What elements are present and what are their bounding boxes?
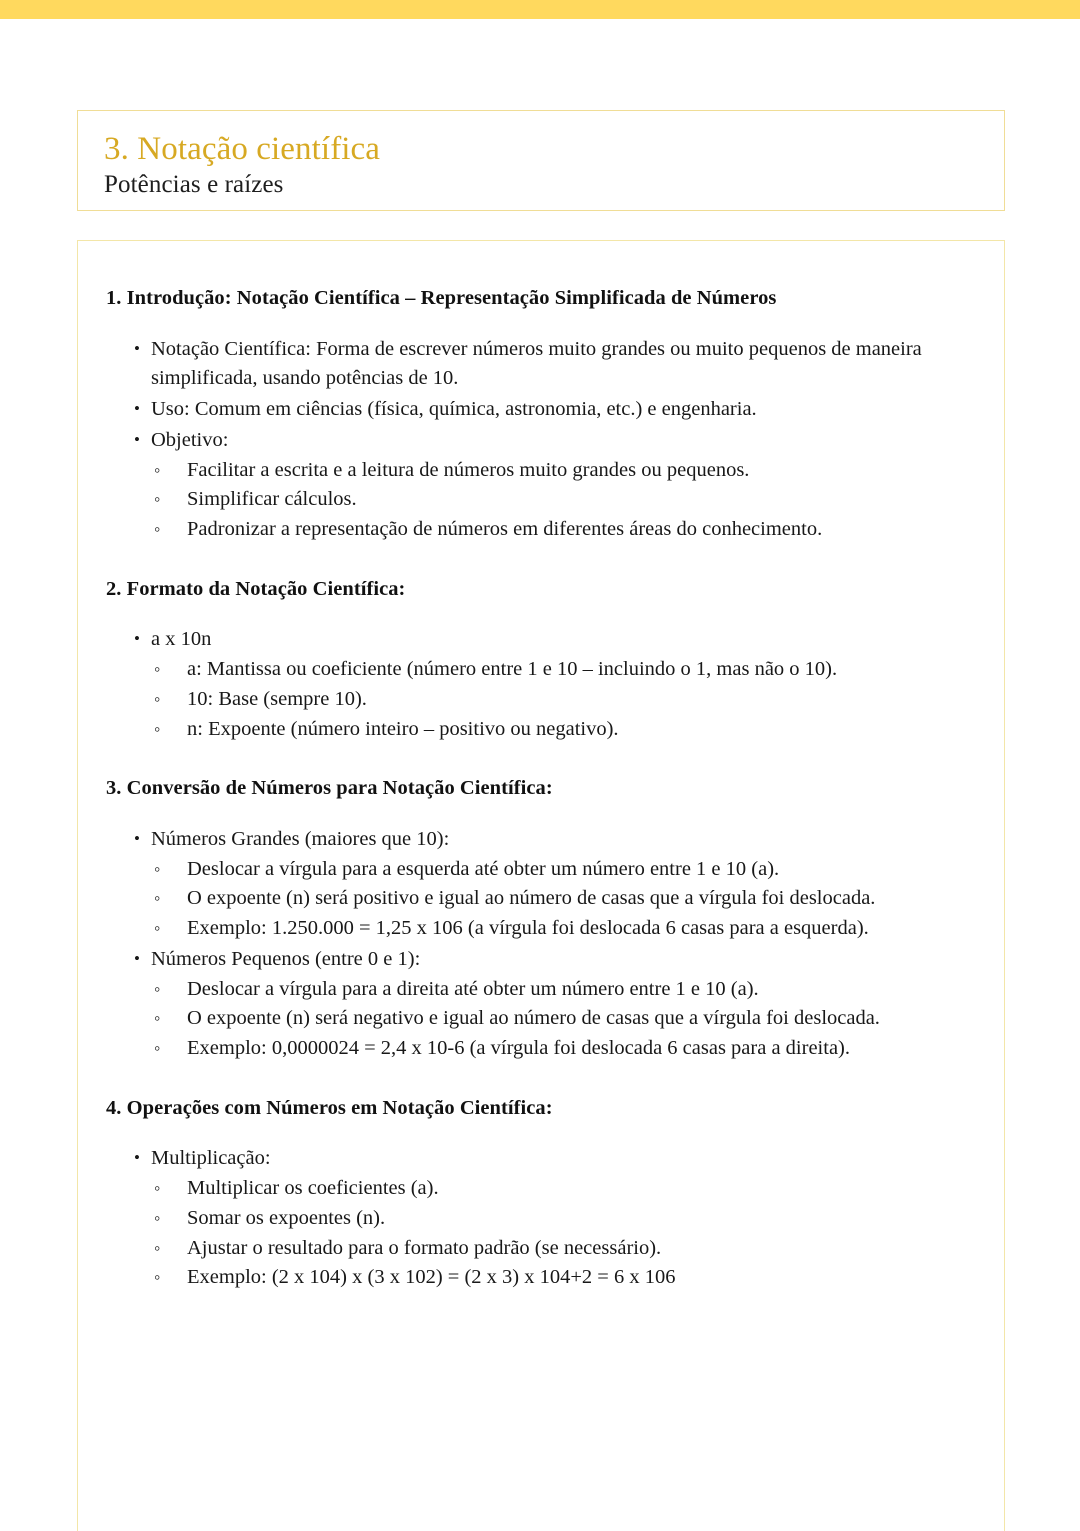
sub-list-item: ◦ Deslocar a vírgula para a direita até obter um número entre 1 e 10 (a).	[151, 975, 974, 1005]
title-card-inner	[78, 111, 1004, 200]
section-heading: 4. Operações com Números em Notação Científica:	[106, 1096, 553, 1119]
list-item	[106, 426, 974, 545]
sub-list-item: ◦ Facilitar a escrita e a leitura de números muito grandes ou pequenos.	[151, 456, 974, 486]
list-item	[106, 625, 974, 744]
sub-list-item: ◦ n: Expoente (número inteiro – positivo ou negativo).	[151, 715, 974, 745]
bullet-list	[106, 625, 974, 744]
section-heading: 2. Formato da Notação Científica:	[106, 577, 406, 600]
list-item-text: • Objetivo:	[151, 426, 974, 456]
list-item	[106, 395, 974, 425]
sub-list-item: ◦ Multiplicar os coeficientes (a).	[151, 1174, 974, 1204]
sub-list-item: ◦ O expoente (n) será positivo e igual ao número de casas que a vírgula foi deslocada.	[151, 884, 974, 914]
sub-list-item: ◦ Somar os expoentes (n).	[151, 1204, 974, 1234]
sub-list-item: ◦ Padronizar a representação de números em diferentes áreas do conhecimento.	[151, 515, 974, 545]
section-heading: 3. Conversão de Números para Notação Científica:	[106, 777, 553, 800]
sub-list-item: ◦ Exemplo: (2 x 104) x (3 x 102) = (2 x 3) x 104+2 = 6 x 106	[151, 1263, 974, 1293]
content-card	[77, 240, 1005, 1531]
sub-list-item: ◦ Exemplo: 0,0000024 = 2,4 x 10-6 (a vírgula foi deslocada 6 casas para a direita).	[151, 1034, 974, 1064]
list-item-text: • Multiplicação:	[151, 1144, 974, 1174]
sub-bullet-list	[151, 655, 974, 744]
sub-bullet-list	[151, 855, 974, 944]
sub-bullet-list	[151, 456, 974, 545]
page-title: 3. Notação científica	[104, 131, 381, 167]
list-item	[106, 945, 974, 1064]
sub-list-item: ◦ a: Mantissa ou coeficiente (número entre 1 e 10 – incluindo o 1, mas não o 10).	[151, 655, 974, 685]
bullet-list	[106, 1144, 974, 1293]
sub-list-item: ◦ Deslocar a vírgula para a esquerda até obter um número entre 1 e 10 (a).	[151, 855, 974, 885]
list-item	[106, 1144, 974, 1293]
sub-list-item: ◦ Ajustar o resultado para o formato padrão (se necessário).	[151, 1234, 974, 1264]
list-item-text: • Números Grandes (maiores que 10):	[151, 825, 974, 855]
page-subtitle: Potências e raízes	[104, 170, 284, 198]
sub-list-item: ◦ Simplificar cálculos.	[151, 485, 974, 515]
sub-bullet-list	[151, 1174, 974, 1293]
bullet-list	[106, 825, 974, 1064]
bullet-list	[106, 335, 974, 545]
sub-list-item: ◦ 10: Base (sempre 10).	[151, 685, 974, 715]
section-heading: 1. Introdução: Notação Científica – Representação Simplificada de Números	[106, 287, 777, 309]
list-item	[106, 825, 974, 944]
top-accent-band	[0, 0, 1080, 19]
title-card	[77, 110, 1005, 211]
list-item-text: • a x 10n	[151, 625, 974, 655]
list-item-text: • Uso: Comum em ciências (física, química, astronomia, etc.) e engenharia.	[151, 395, 974, 425]
document-page	[0, 19, 1080, 1528]
sub-list-item: ◦ Exemplo: 1.250.000 = 1,25 x 106 (a vírgula foi deslocada 6 casas para a esquerda).	[151, 914, 974, 944]
sub-bullet-list	[151, 975, 974, 1064]
list-item-text: • Notação Científica: Forma de escrever números muito grandes ou muito pequenos de maneira simplificada, usando potências de 10.	[151, 335, 974, 394]
content-body	[78, 241, 1004, 1293]
list-item	[106, 335, 974, 394]
sub-list-item: ◦ O expoente (n) será negativo e igual ao número de casas que a vírgula foi deslocada.	[151, 1004, 974, 1034]
list-item-text: • Números Pequenos (entre 0 e 1):	[151, 945, 974, 975]
